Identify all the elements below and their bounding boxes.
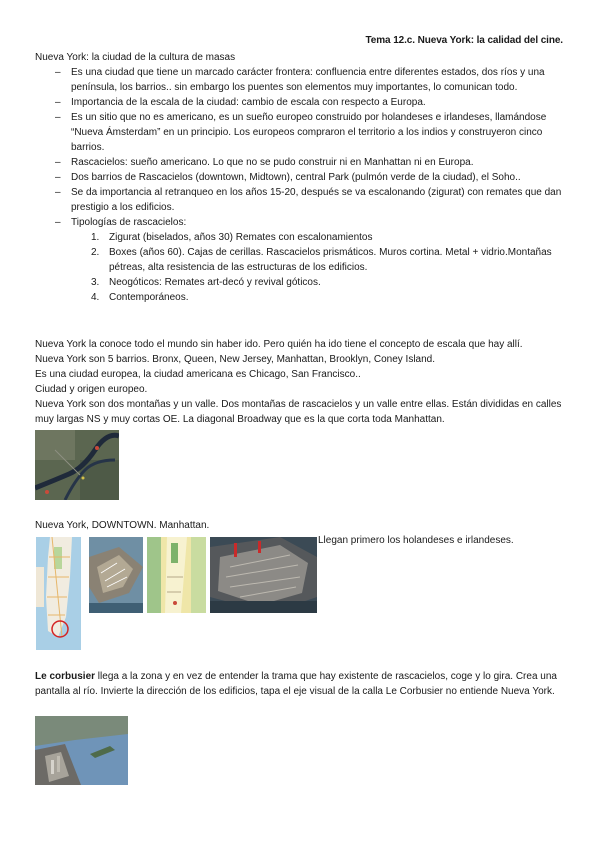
paragraph-line: Es una ciudad europea, la ciudad americana es Chicago, San Francisco.. <box>35 369 361 380</box>
typology-item <box>91 245 565 275</box>
corbusier-name: Le corbusier <box>35 671 96 682</box>
paragraph-line: Nueva York son 5 barrios. Bronx, Queen, New Jersey, Manhattan, Brooklyn, Coney Island. <box>35 354 436 365</box>
bullet-item: – Se da importancia al retranqueo en los años 15-20, después se va escalonando (zigurat) con remates que dan prestigio a los edificios. <box>55 185 565 215</box>
body-paragraph <box>35 337 565 427</box>
bullet-item: – Dos barrios de Rascacielos (downtown, Midtown), central Park (pulmón verde de la ciudad), el Soho.. <box>55 170 565 185</box>
typology-number: 4. <box>91 292 100 303</box>
typology-number: 1. <box>91 232 100 243</box>
typology-item <box>91 275 565 290</box>
typology-text: Boxes (años 60). Cajas de cerillas. Rascacielos prismáticos. Muros cortina. Metal + vidrio.Montañas pétreas, alta resistencia de las estructuras de los edificios. <box>109 247 552 273</box>
bullet-list <box>55 65 565 305</box>
typology-text: Contemporáneos. <box>109 292 189 303</box>
bullet-item-label: Tipologías de rascacielos: <box>71 217 187 228</box>
aerial-lower-manhattan-image <box>89 537 143 613</box>
typology-number: 3. <box>91 277 100 288</box>
typology-list <box>71 230 565 305</box>
section-heading: Nueva York: la ciudad de la cultura de masas <box>35 52 236 63</box>
typology-item <box>91 290 565 305</box>
corbusier-text: llega a la zona y en vez de entender la trama que hay existente de rascacielos, coge y lo gira. Crea una pantalla al río. Invierte la dirección de los edificios, tapa el eje visual de la calla Le Corbusier no entiende Nueva York. <box>35 671 557 697</box>
downtown-note: Llegan primero los holandeses e irlandeses. <box>318 535 514 546</box>
typology-text: Neogóticos: Remates art-decó y revival góticos. <box>109 277 321 288</box>
bullet-item <box>55 215 565 305</box>
corbusier-paragraph <box>35 669 565 699</box>
bullet-item: – Es una ciudad que tiene un marcado carácter frontera: confluencia entre diferentes estados, dos ríos y una península, los barrios.. sin embargo los puentes son elementos muy importantes, lo comunican todo. <box>55 65 565 95</box>
paragraph-line: Ciudad y origen europeo. <box>35 384 148 395</box>
typology-text: Zigurat (biselados, años 30) Remates con escalonamientos <box>109 232 373 243</box>
typology-number: 2. <box>91 247 100 258</box>
bullet-item: – Es un sitio que no es americano, es un sueño europeo construido por holandeses e irlandeses, llamándose “Nueva Ámsterdam” en un principio. Los europeos compraron el territorio a los indios y construyeron cinco barrios. <box>55 110 565 155</box>
bullet-item: – Rascacielos: sueño americano. Lo que no se pudo construir ni en Manhattan ni en Europa. <box>55 155 565 170</box>
typology-item <box>91 230 565 245</box>
paragraph-line: Nueva York la conoce todo el mundo sin haber ido. Pero quién ha ido tiene el concepto de escala que hay allí. <box>35 339 523 350</box>
downtown-caption: Nueva York, DOWNTOWN. Manhattan. <box>35 520 210 531</box>
aerial-downtown-image <box>210 537 317 613</box>
street-map-image <box>36 537 81 650</box>
paragraph-line: Nueva York son dos montañas y un valle. Dos montañas de rascacielos y un valle entre ellas. Están divididas en calles muy largas NS y muy cortas OE. La diagonal Broadway que es la que corta toda Manhattan. <box>35 399 562 425</box>
aerial-river-image <box>35 716 128 785</box>
bullet-item: – Importancia de la escala de la ciudad: cambio de escala con respecto a Europa. <box>55 95 565 110</box>
page-title: Tema 12.c. Nueva York: la calidad del cine. <box>365 35 563 46</box>
manhattan-map-image <box>147 537 206 613</box>
satellite-map-image <box>35 430 119 500</box>
